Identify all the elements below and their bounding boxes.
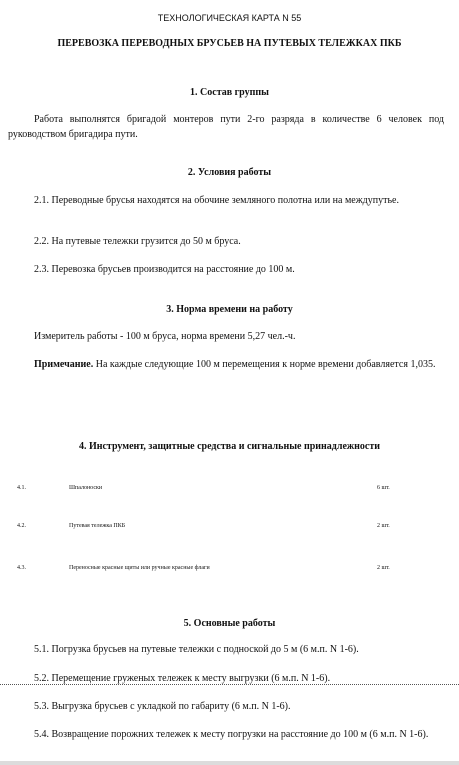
tool-row-3-name: Переносные красные щиты или ручные красные флаги [69, 565, 210, 571]
section-2-item-3: 2.3. Перевозка брусьев производится на расстояние до 100 м. [34, 264, 295, 275]
section-3-heading: 3. Норма времени на работу [166, 304, 293, 315]
section-2-item-1: 2.1. Переводные брусья находятся на обочине земляного полотна или на междупутье. [34, 195, 399, 206]
section-3-measure: Измеритель работы - 100 м бруса, норма времени 5,27 чел.-ч. [34, 331, 296, 342]
tool-row-3-quantity: 2 шт. [377, 565, 390, 571]
document-title: ПЕРЕВОЗКА ПЕРЕВОДНЫХ БРУСЬЕВ НА ПУТЕВЫХ ТЕЛЕЖКАХ ПКБ [57, 38, 402, 49]
note-text: На каждые следующие 100 м перемещения к норме времени добавляется 1,035. [93, 359, 436, 370]
tool-row-1-number: 4.1. [17, 485, 26, 491]
page-break-divider [0, 684, 459, 685]
tool-row-2-quantity: 2 шт. [377, 523, 390, 529]
section-5-heading: 5. Основные работы [183, 618, 276, 629]
section-5-item-4: 5.4. Возвращение порожних тележек к месту погрузки на расстояние до 100 м (6 м.п. N 1-6). [34, 729, 429, 740]
section-1-heading: 1. Состав группы [190, 87, 269, 98]
section-2-heading: 2. Условия работы [187, 167, 272, 178]
tool-row-3-number: 4.3. [17, 565, 26, 571]
section-1-text: Работа выполнятся бригадой монтеров пути 2-го разряда в количестве 6 человек под руководством бригадира пути. [8, 114, 444, 140]
tool-row-1-name: Шпалоноски [69, 485, 103, 491]
tool-row-2-number: 4.2. [17, 523, 26, 529]
section-5-item-2: 5.2. Перемещение груженых тележек к месту выгрузки (6 м.п. N 1-6). [34, 673, 331, 684]
tool-row-2-name: Путевая тележка ПКБ [69, 523, 126, 529]
section-2-item-2: 2.2. На путевые тележки грузится до 50 м бруса. [34, 236, 241, 247]
note-label: Примечание. [34, 359, 94, 370]
tool-row-1-quantity: 6 шт. [377, 485, 390, 491]
document-header: ТЕХНОЛОГИЧЕСКАЯ КАРТА N 55 [157, 13, 302, 23]
horizontal-scrollbar[interactable] [0, 761, 459, 765]
section-3-note [8, 357, 444, 372]
section-5-item-3: 5.3. Выгрузка брусьев с укладкой по габариту (6 м.п. N 1-6). [34, 701, 291, 712]
section-5-item-1: 5.1. Погрузка брусьев на путевые тележки с подноской до 5 м (6 м.п. N 1-6). [34, 644, 359, 655]
section-4-heading: 4. Инструмент, защитные средства и сигнальные принадлежности [78, 441, 381, 452]
